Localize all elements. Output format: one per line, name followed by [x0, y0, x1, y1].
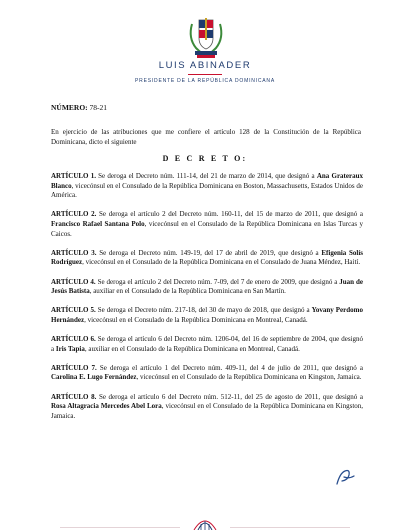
decree-number-value: 78-21 — [89, 103, 108, 112]
footer-divider-left — [60, 527, 180, 528]
initials-signature — [334, 467, 356, 487]
articles-list — [51, 172, 363, 431]
article-text: , vicecónsul en el Consulado de la República Dominicana en Kingston, Jamaica. — [51, 402, 364, 420]
article-text: , vicecónsul en el Consulado de la República Dominicana en Islas Turcas y Caicos. — [51, 219, 364, 238]
article-person: Juan de Jesús Batista — [51, 277, 363, 296]
article-label: ARTÍCULO 3. — [51, 248, 97, 257]
article-8 — [51, 393, 363, 422]
article-text: Se deroga el Decreto núm. 217-18, del 30 de mayo de 2018, que designó a — [95, 306, 312, 315]
article-text: Se deroga el artículo 2 del Decreto núm. 160-11, del 15 de marzo de 2011, que designó a — [96, 210, 364, 219]
article-1 — [51, 172, 363, 201]
president-name: LUIS ABINADER — [158, 60, 252, 71]
article-text: , vicecónsul en el Consulado de la República Dominicana en el Consulado de Juana Méndez, Haití. — [82, 258, 361, 267]
article-5 — [51, 306, 363, 325]
article-text: Se deroga el Decreto núm. 149-19, del 17 de abril de 2019, que designó a — [96, 248, 322, 257]
article-4 — [51, 278, 363, 297]
article-text: Se deroga el artículo 6 del Decreto núm. 512-11, del 25 de agosto de 2011, que designó a — [96, 392, 364, 401]
article-label: ARTÍCULO 7. — [51, 363, 97, 372]
article-text: , vicecónsul en el Consulado de la República Dominicana en Boston, Massachusetts, Estados Unidos de América. — [51, 181, 363, 200]
article-person: Yovany Perdomo Hernández — [51, 306, 363, 324]
article-person: Iris Tapia — [55, 344, 85, 353]
footer-divider-right — [230, 527, 350, 528]
article-person: Rosa Altagracia Mercedes Abel Lora — [51, 402, 162, 411]
article-label: ARTÍCULO 6. — [51, 335, 96, 344]
article-text: Se deroga el artículo 2 del Decreto núm. 7-09, del 7 de enero de 2009, que designó a — [95, 277, 340, 286]
article-text: , auxiliar en el Consulado de la República Dominicana en San Martín. — [89, 287, 286, 296]
decree-heading: D E C R E T O: — [162, 154, 248, 163]
article-label: ARTÍCULO 2. — [51, 210, 97, 219]
decree-number-label: NÚMERO: — [51, 103, 88, 112]
coat-of-arms-icon — [186, 14, 226, 60]
decree-intro: En ejercicio de las atribuciones que me confiere el artículo 128 de la Constitución de la República Dominicana, dicto el siguiente — [51, 128, 361, 146]
article-person: Francisco Rafael Santana Polo — [51, 219, 145, 228]
president-title: PRESIDENTE DE LA REPÚBLICA DOMINICANA — [135, 78, 275, 84]
article-text: , auxiliar en el Consulado de la República Dominicana en Montreal, Canadá. — [84, 344, 300, 353]
article-person: Carolina E. Lugo Fernández — [51, 373, 137, 382]
article-3 — [51, 249, 363, 268]
article-text: Se deroga el artículo 1 del Decreto núm. 409-11, del 4 de julio de 2011, que designó a — [96, 363, 363, 372]
article-2 — [51, 210, 363, 239]
article-text: Se deroga el artículo 6 del Decreto núm. 1206-04, del 16 de septiembre de 2004, que designó a — [51, 335, 363, 353]
article-7 — [51, 364, 363, 383]
article-text: Se deroga el Decreto núm. 111-14, del 21 de marzo de 2014, que designó a — [95, 172, 317, 180]
article-person: Ana Grateraux Blanco — [51, 172, 363, 190]
article-text: , vicecónsul en el Consulado de la República Dominicana en Montreal, Canadá. — [84, 315, 308, 324]
article-label: ARTÍCULO 8. — [51, 392, 97, 401]
article-text: , vicecónsul en el Consulado de la República Dominicana en Kingston, Jamaica. — [136, 373, 362, 382]
decree-number — [51, 103, 107, 112]
article-label: ARTÍCULO 5. — [51, 306, 96, 315]
header-divider — [188, 74, 222, 75]
article-6 — [51, 335, 363, 354]
article-person: Efigenia Solís Rodríguez — [51, 248, 364, 267]
article-label: ARTÍCULO 4. — [51, 277, 96, 286]
article-label: ARTÍCULO 1. — [51, 172, 96, 180]
national-palace-icon — [190, 510, 220, 530]
